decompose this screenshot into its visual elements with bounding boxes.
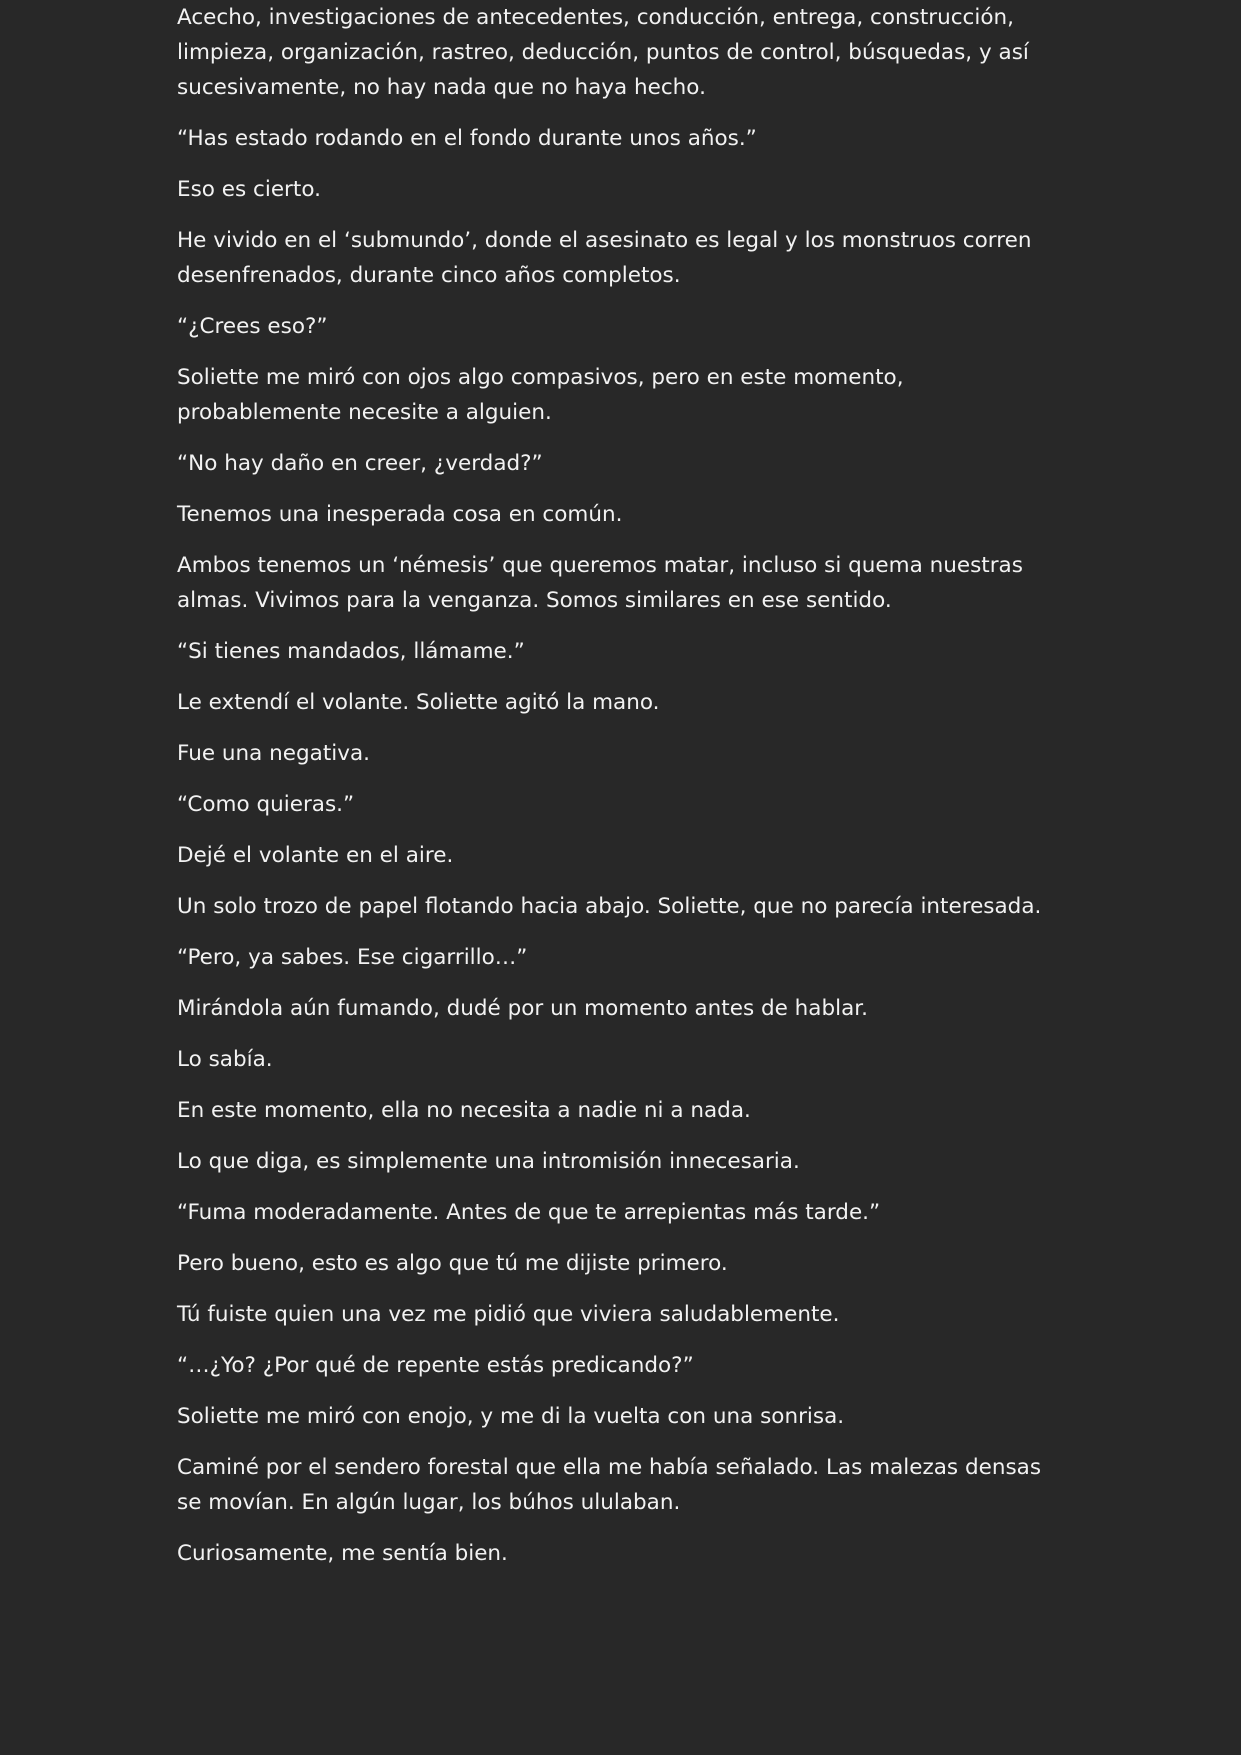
paragraph: Le extendí el volante. Soliette agitó la mano. (177, 690, 660, 715)
paragraph: En este momento, ella no necesita a nadie ni a nada. (177, 1098, 751, 1123)
paragraph: Acecho, investigaciones de antecedentes, conducción, entrega, construcción, limpieza, organización, rastreo, deducción, puntos de control, búsquedas, y así sucesivamente, no hay nada que no haya hecho. (177, 5, 1029, 100)
paragraph: “¿Crees eso?” (177, 314, 328, 339)
paragraph: Caminé por el sendero forestal que ella me había señalado. Las malezas densas se movían. En algún lugar, los búhos ululaban. (177, 1455, 1042, 1515)
paragraph: Ambos tenemos un ‘némesis’ que queremos matar, incluso si quema nuestras almas. Vivimos para la venganza. Somos similares en ese sentido. (177, 553, 1023, 613)
paragraph: “Pero, ya sabes. Ese cigarrillo…” (177, 945, 528, 970)
paragraph: Mirándola aún fumando, dudé por un momento antes de hablar. (177, 996, 868, 1021)
paragraph: He vivido en el ‘submundo’, donde el asesinato es legal y los monstruos corren desenfrenados, durante cinco años completos. (177, 228, 1032, 288)
chapter-text (177, 0, 1057, 1587)
paragraph: Curiosamente, me sentía bien. (177, 1541, 508, 1566)
paragraph: Soliette me miró con enojo, y me di la vuelta con una sonrisa. (177, 1404, 845, 1429)
paragraph: Un solo trozo de papel flotando hacia abajo. Soliette, que no parecía interesada. (177, 894, 1042, 919)
paragraph: Tenemos una inesperada cosa en común. (177, 502, 623, 527)
paragraph: Fue una negativa. (177, 741, 370, 766)
paragraph: “Fuma moderadamente. Antes de que te arrepientas más tarde.” (177, 1200, 881, 1225)
paragraph: Tú fuiste quien una vez me pidió que viviera saludablemente. (177, 1302, 840, 1327)
paragraph: Lo que diga, es simplemente una intromisión innecesaria. (177, 1149, 800, 1174)
paragraph: “No hay daño en creer, ¿verdad?” (177, 451, 543, 476)
paragraph: Lo sabía. (177, 1047, 273, 1072)
paragraph: Eso es cierto. (177, 177, 321, 202)
paragraph: “Como quieras.” (177, 792, 355, 817)
paragraph: Soliette me miró con ojos algo compasivos, pero en este momento, probablemente necesite a alguien. (177, 365, 904, 425)
paragraph: “Has estado rodando en el fondo durante unos años.” (177, 126, 757, 151)
paragraph: Dejé el volante en el aire. (177, 843, 454, 868)
paragraph: Pero bueno, esto es algo que tú me dijiste primero. (177, 1251, 728, 1276)
paragraph: “…¿Yo? ¿Por qué de repente estás predicando?” (177, 1353, 694, 1378)
paragraph: “Si tienes mandados, llámame.” (177, 639, 525, 664)
